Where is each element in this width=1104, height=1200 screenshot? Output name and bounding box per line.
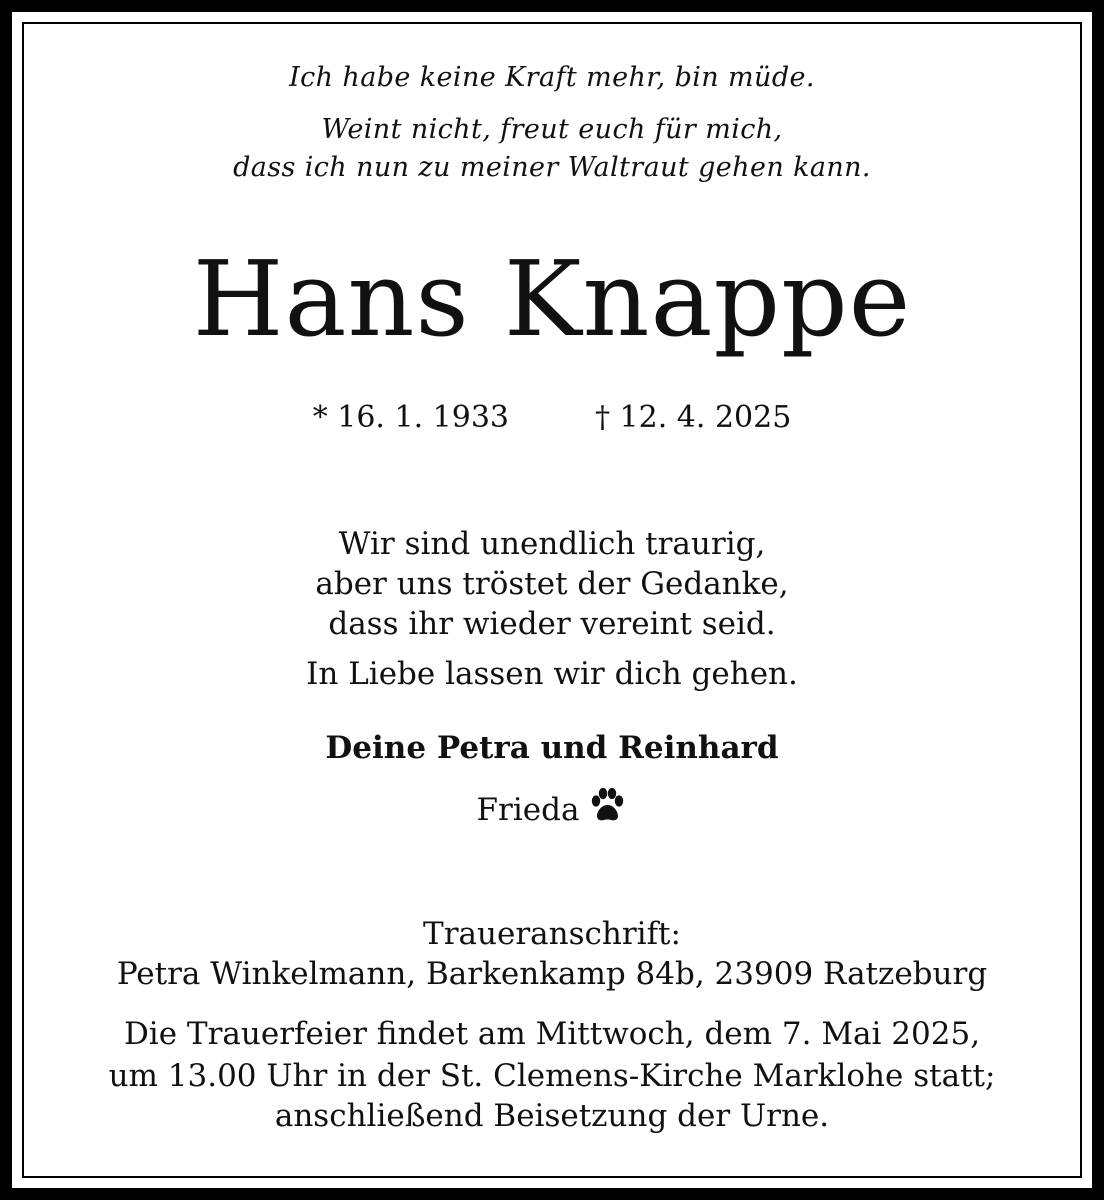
ceremony-line-1: Die Trauerfeier findet am Mittwoch, dem 7. Mai 2025, bbox=[123, 1016, 981, 1052]
motto-line-2: Weint nicht, freut euch für mich, bbox=[321, 114, 783, 145]
mourners-secondary bbox=[0, 786, 1104, 828]
message-line-2: aber uns tröstet der Gedanke, bbox=[315, 566, 789, 602]
pet-name: Frieda bbox=[476, 792, 580, 828]
life-dates bbox=[0, 400, 1104, 435]
birth-date: * 16. 1. 1933 bbox=[312, 400, 509, 435]
address-value: Petra Winkelmann, Barkenkamp 84b, 23909 Ratzeburg bbox=[116, 956, 988, 992]
message-line-4: In Liebe lassen wir dich gehen. bbox=[306, 656, 798, 692]
motto-line-3: dass ich nun zu meiner Waltraut gehen kann. bbox=[233, 152, 871, 183]
ceremony-line-2: um 13.00 Uhr in der St. Clemens-Kirche Marklohe statt; bbox=[108, 1058, 996, 1094]
message-line-1: Wir sind unendlich traurig, bbox=[338, 526, 766, 562]
deceased-name: Hans Knappe bbox=[192, 238, 912, 360]
mourners-primary: Deine Petra und Reinhard bbox=[325, 730, 779, 766]
ceremony-line-3: anschließend Beisetzung der Urne. bbox=[274, 1098, 830, 1134]
death-date: † 12. 4. 2025 bbox=[595, 400, 792, 435]
motto-line-1: Ich habe keine Kraft mehr, bin müde. bbox=[289, 62, 815, 93]
paw-print-icon bbox=[587, 786, 627, 826]
message-line-3: dass ihr wieder vereint seid. bbox=[328, 606, 776, 642]
address-label: Traueranschrift: bbox=[423, 916, 681, 952]
